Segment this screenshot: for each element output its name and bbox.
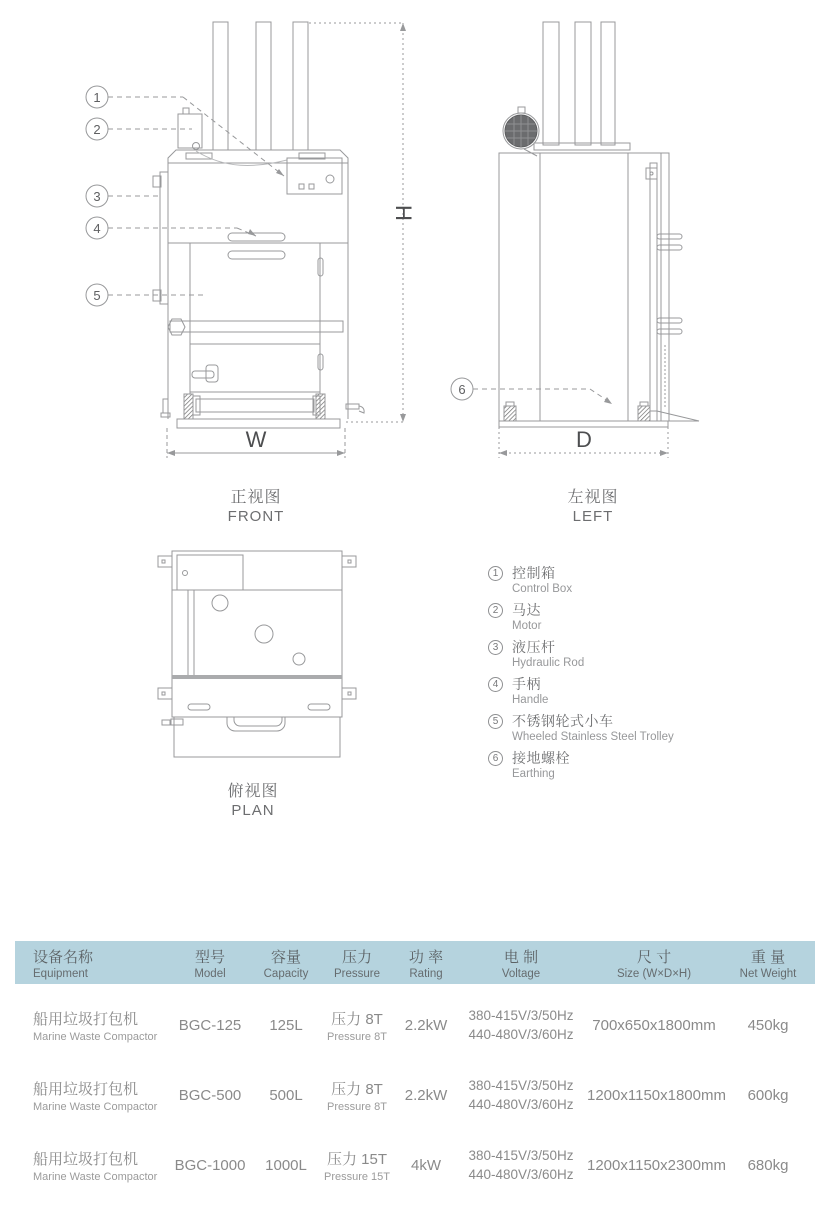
cell-equipment: 船用垃圾打包机 Marine Waste Compactor [33,1150,158,1183]
left-title-zh: 左视图 [567,489,619,506]
cell-model: BGC-125 [178,1016,242,1034]
header-voltage: 电 制 Voltage [501,948,541,980]
header-net-weight: 重 量 Net Weight [739,948,797,980]
dim-depth-label: D [576,427,592,452]
dim-width-label: W [245,427,267,452]
cell-model: BGC-500 [178,1086,242,1104]
svg-text:1: 1 [93,90,101,105]
side-rail [646,153,682,421]
plan-title-en: PLAN [231,802,275,819]
legend-number: 2 [488,603,503,618]
legend-number: 1 [488,566,503,581]
hydraulic-rod [575,22,591,145]
legend-label-zh: 马达 [512,602,541,618]
callout-2 [86,118,192,140]
legend-label-zh: 手柄 [512,676,541,692]
handle-slot [228,251,285,259]
legend-label-en: Wheeled Stainless Steel Trolley [512,731,674,743]
front-title-zh: 正视图 [230,489,282,506]
plan-view [158,551,356,757]
spec-table [15,941,815,1200]
side-rail [160,172,168,304]
front-title-en: FRONT [227,508,285,525]
drain-tap [346,399,364,413]
hydraulic-rod [256,22,271,150]
compactor-body [168,150,348,419]
parts-legend [488,564,674,786]
cell-voltage: 380-415V/3/50Hz 440-480V/3/60Hz [468,1148,574,1182]
legend-label-zh: 液压杆 [512,639,556,655]
legend-item-earthing [488,749,674,782]
svg-text:5: 5 [93,288,101,303]
table-row [15,1130,815,1200]
plan-body [172,551,342,717]
cell-equipment: 船用垃圾打包机 Marine Waste Compactor [33,1080,158,1113]
cell-equipment: 船用垃圾打包机 Marine Waste Compactor [33,1010,158,1043]
cell-pressure: 压力 8T Pressure 8T [327,1010,387,1043]
front-view [153,22,364,428]
hydraulic-rod [293,22,308,150]
cell-rating: 2.2kW [404,1016,448,1034]
hydraulic-rod [543,22,559,145]
header-pressure: 压力 Pressure [333,948,381,980]
legend-item-motor [488,601,674,634]
svg-text:4: 4 [93,221,101,236]
legend-label-zh: 接地螺栓 [512,750,570,766]
cell-rating: 2.2kW [404,1086,448,1104]
legend-label-en: Hydraulic Rod [512,657,585,669]
callout-5 [86,284,203,306]
cell-pressure: 压力 8T Pressure 8T [327,1080,387,1113]
legend-item-hydraulic-rod [488,638,674,671]
trolley-tray [162,717,340,757]
legend-item-control-box [488,564,674,597]
hydraulic-rod [601,22,615,145]
cell-voltage: 380-415V/3/50Hz 440-480V/3/60Hz [468,1078,574,1112]
legend-number: 3 [488,640,503,655]
door-handle [192,365,218,382]
svg-text:6: 6 [458,382,466,397]
trolley [161,394,340,428]
legend-item-trolley [488,712,674,745]
legend-item-handle [488,675,674,708]
earthing-wedge [657,411,699,421]
compactor-body-side [499,153,628,421]
header-equipment: 设备名称 Equipment [33,948,94,980]
header-size: 尺 寸 Size (W×D×H) [616,948,692,980]
legend-number: 5 [488,714,503,729]
legend-label-en: Motor [512,620,542,632]
cell-weight: 450kg [747,1016,789,1034]
legend-label-zh: 控制箱 [512,565,556,581]
dim-depth [499,427,668,458]
cell-capacity: 500L [269,1086,303,1104]
cell-model: BGC-1000 [174,1156,246,1174]
svg-text:2: 2 [93,122,101,137]
svg-text:3: 3 [93,189,101,204]
left-title-en: LEFT [572,508,614,525]
cell-rating: 4kW [411,1156,441,1174]
plan-title-zh: 俯视图 [227,783,279,800]
legend-label-en: Earthing [512,768,555,780]
cell-capacity: 1000L [265,1156,307,1174]
legend-label-zh: 不锈钢轮式小车 [512,713,614,729]
cell-size: 700x650x1800mm [592,1016,716,1034]
callout-3 [86,185,159,207]
legend-label-en: Control Box [512,583,573,595]
dim-height-label: H [391,205,416,221]
callout-4 [86,217,256,239]
header-rating: 功 率 Rating [408,948,444,980]
table-row [15,990,815,1060]
handle-slot [228,233,285,241]
legend-label-en: Handle [512,694,549,706]
cell-size: 1200x1150x1800mm [587,1086,726,1104]
legend-number: 4 [488,677,503,692]
header-model: 型号 Model [194,948,226,980]
legend-number: 6 [488,751,503,766]
cell-capacity: 125L [269,1016,303,1034]
left-view [499,22,699,427]
cell-size: 1200x1150x2300mm [587,1156,726,1174]
table-row [15,1060,815,1130]
dim-width [167,427,345,458]
cell-weight: 600kg [747,1086,789,1104]
header-capacity: 容量 Capacity [263,948,309,980]
cell-weight: 680kg [747,1156,789,1174]
callout-6 [451,378,612,404]
dim-height [309,23,416,422]
spec-table-header [15,941,815,984]
control-box-plan [177,555,243,590]
cell-pressure: 压力 15T Pressure 15T [323,1150,391,1183]
cell-voltage: 380-415V/3/50Hz 440-480V/3/60Hz [468,1008,574,1042]
